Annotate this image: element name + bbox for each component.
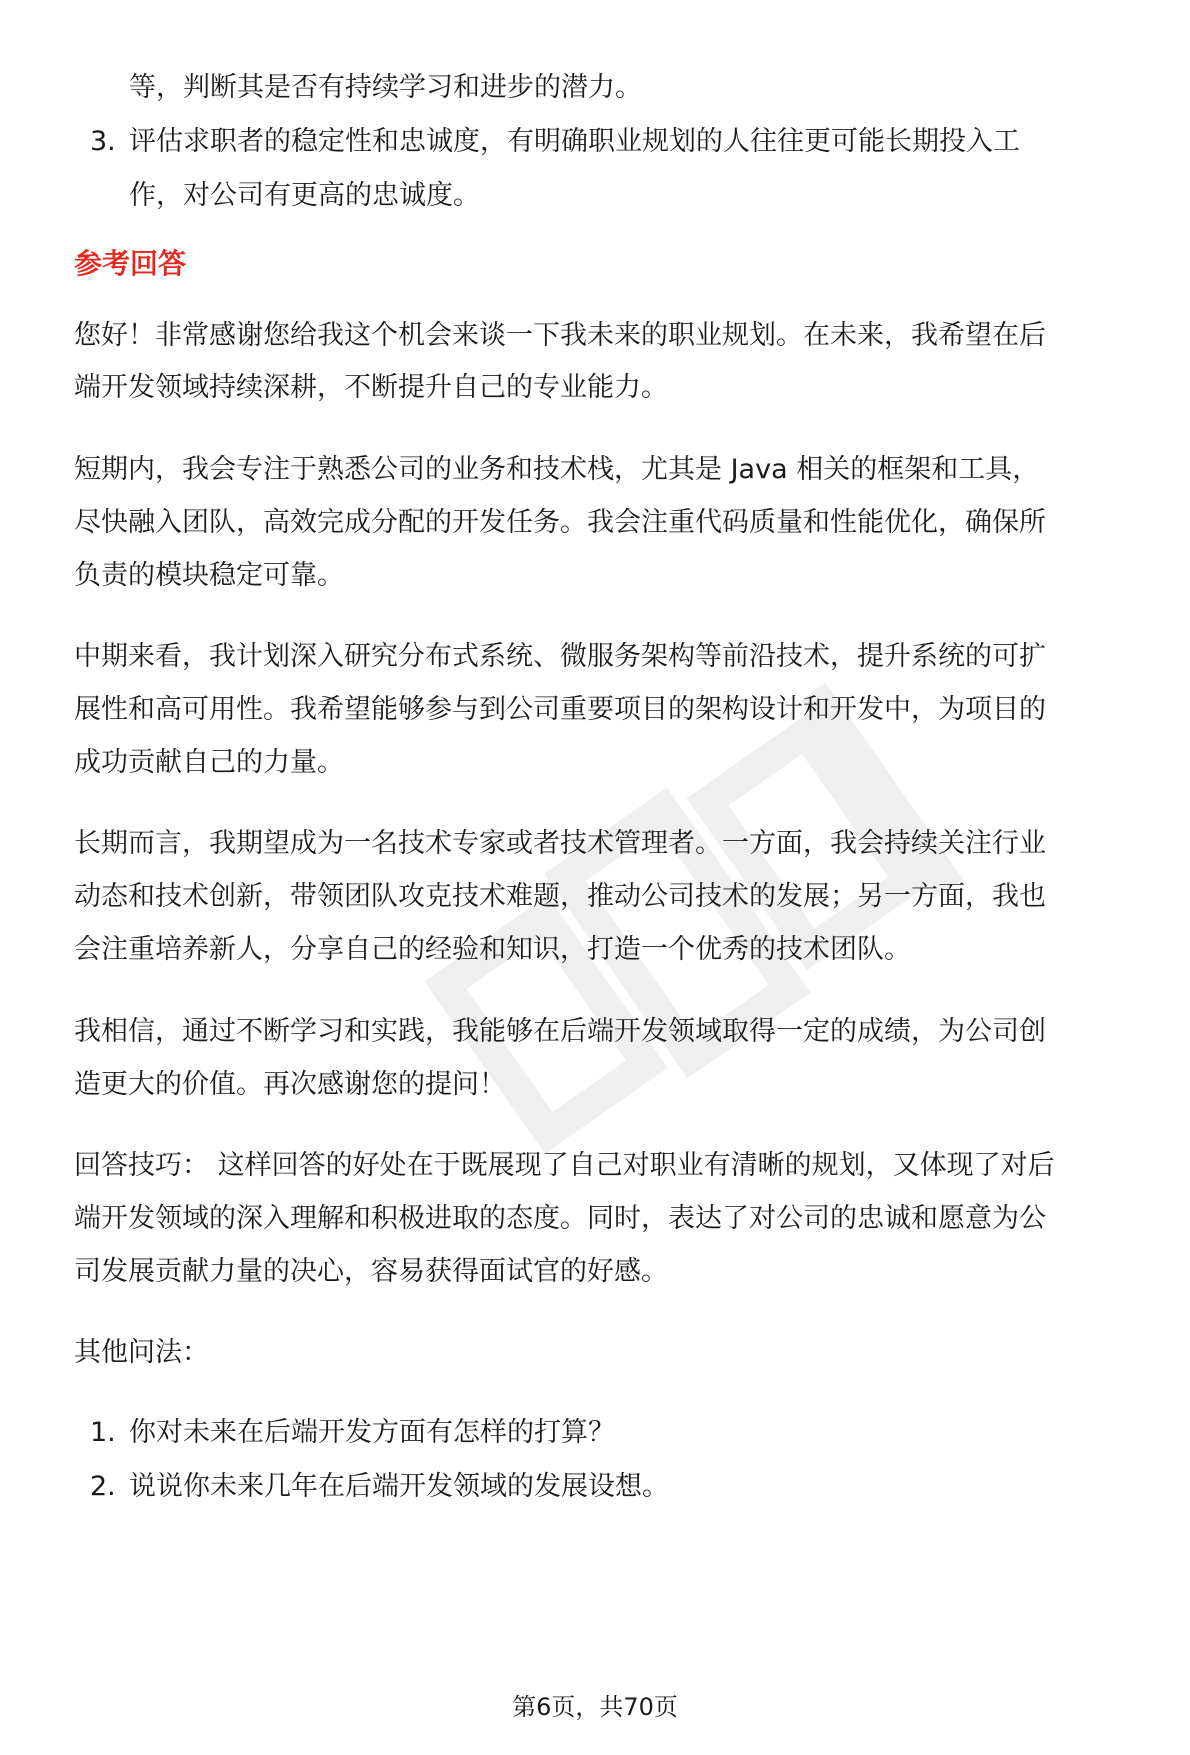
paragraph-line: 中期来看，我计划深入研究分布式系统、微服务架构等前沿技术，提升系统的可扩	[74, 641, 1046, 672]
paragraph-line: 会注重培养新人，分享自己的经验和知识，打造一个优秀的技术团队。	[74, 934, 911, 965]
paragraph-line: 我相信，通过不断学习和实践，我能够在后端开发领域取得一定的成绩，为公司创	[74, 1016, 1046, 1047]
paragraph-line: 长期而言，我期望成为一名技术专家或者技术管理者。一方面，我会持续关注行业	[74, 828, 1046, 859]
paragraph-line: 端开发领域持续深耕，不断提升自己的专业能力。	[74, 372, 668, 403]
list-number: 3.	[90, 126, 116, 157]
paragraph-line: 展性和高可用性。我希望能够参与到公司重要项目的架构设计和开发中，为项目的	[74, 694, 1046, 725]
list-item-3-line-1: 评估求职者的稳定性和忠诚度，有明确职业规划的人往往更可能长期投入工	[129, 126, 1020, 157]
paragraph-line: 短期内，我会专注于熟悉公司的业务和技术栈，尤其是 Java 相关的框架和工具，	[74, 454, 1040, 485]
page-footer: 第6页，共70页	[512, 1693, 678, 1721]
list-number: 2.	[90, 1471, 116, 1502]
other-question-item: 你对未来在后端开发方面有怎样的打算？	[129, 1417, 615, 1448]
paragraph-line: 尽快融入团队，高效完成分配的开发任务。我会注重代码质量和性能优化，确保所	[74, 507, 1046, 538]
paragraph-line: 负责的模块稳定可靠。	[74, 560, 344, 591]
answer-tip-line: 端开发领域的深入理解和积极进取的态度。同时，表达了对公司的忠诚和愿意为公	[74, 1203, 1046, 1234]
list-item-3-line-2: 作，对公司有更高的忠诚度。	[129, 180, 480, 211]
answer-heading: 参考回答	[74, 247, 187, 280]
paragraph-line: 成功贡献自己的力量。	[74, 747, 344, 778]
list-number: 1.	[90, 1417, 116, 1448]
paragraph-line: 您好！非常感谢您给我这个机会来谈一下我未来的职业规划。在未来，我希望在后	[74, 320, 1046, 351]
answer-tip-line: 司发展贡献力量的决心，容易获得面试官的好感。	[74, 1256, 668, 1287]
paragraph-line: 动态和技术创新，带领团队攻克技术难题，推动公司技术的发展；另一方面，我也	[74, 881, 1046, 912]
paragraph-line: 造更大的价值。再次感谢您的提问！	[74, 1069, 506, 1100]
answer-tip-line: 回答技巧： 这样回答的好处在于既展现了自己对职业有清晰的规划，又体现了对后	[74, 1150, 1055, 1181]
other-questions-heading: 其他问法：	[74, 1337, 209, 1368]
other-question-item: 说说你未来几年在后端开发领域的发展设想。	[129, 1471, 669, 1502]
list-item-2-continuation: 等，判断其是否有持续学习和进步的潜力。	[129, 72, 642, 103]
